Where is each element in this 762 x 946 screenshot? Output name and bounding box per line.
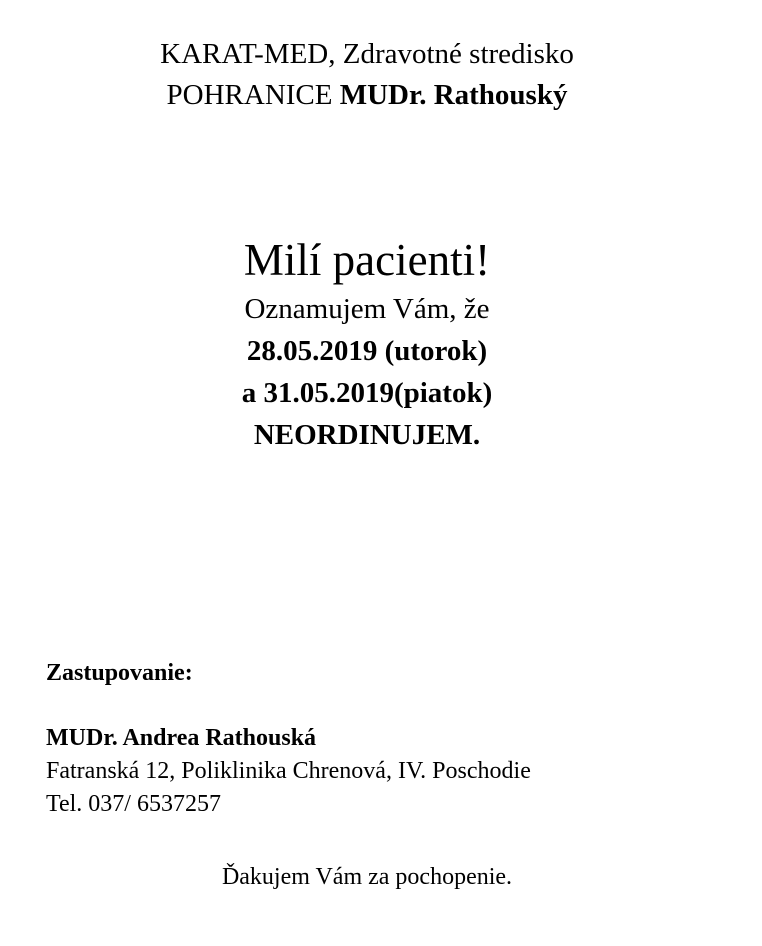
clinic-doctor-line [0, 75, 734, 116]
clinic-doctor: MUDr. Rathouský [339, 79, 568, 111]
closure-statement: NEORDINUJEM. [253, 419, 481, 451]
substitute-phone: Tel. 037/ 6537257 [46, 791, 221, 817]
substitute-doctor: MUDr. Andrea Rathouská [46, 725, 317, 751]
greeting: Milí pacienti! [243, 235, 491, 285]
substitute-label: Zastupovanie: [46, 660, 193, 686]
closure-date-1: 28.05.2019 (utorok) [246, 335, 488, 367]
substitute-address: Fatranská 12, Poliklinika Chrenová, IV. Poschodie [46, 758, 531, 784]
clinic-header [0, 34, 734, 116]
thanks-note: Ďakujem Vám za pochopenie. [221, 864, 513, 890]
clinic-name: KARAT-MED, Zdravotné stredisko [160, 38, 574, 70]
clinic-location: POHRANICE [166, 79, 340, 111]
announcement-intro: Oznamujem Vám, že [244, 293, 490, 325]
announcement [0, 232, 734, 456]
closure-date-2: a 31.05.2019(piatok) [241, 377, 493, 409]
substitute-section [46, 657, 531, 821]
